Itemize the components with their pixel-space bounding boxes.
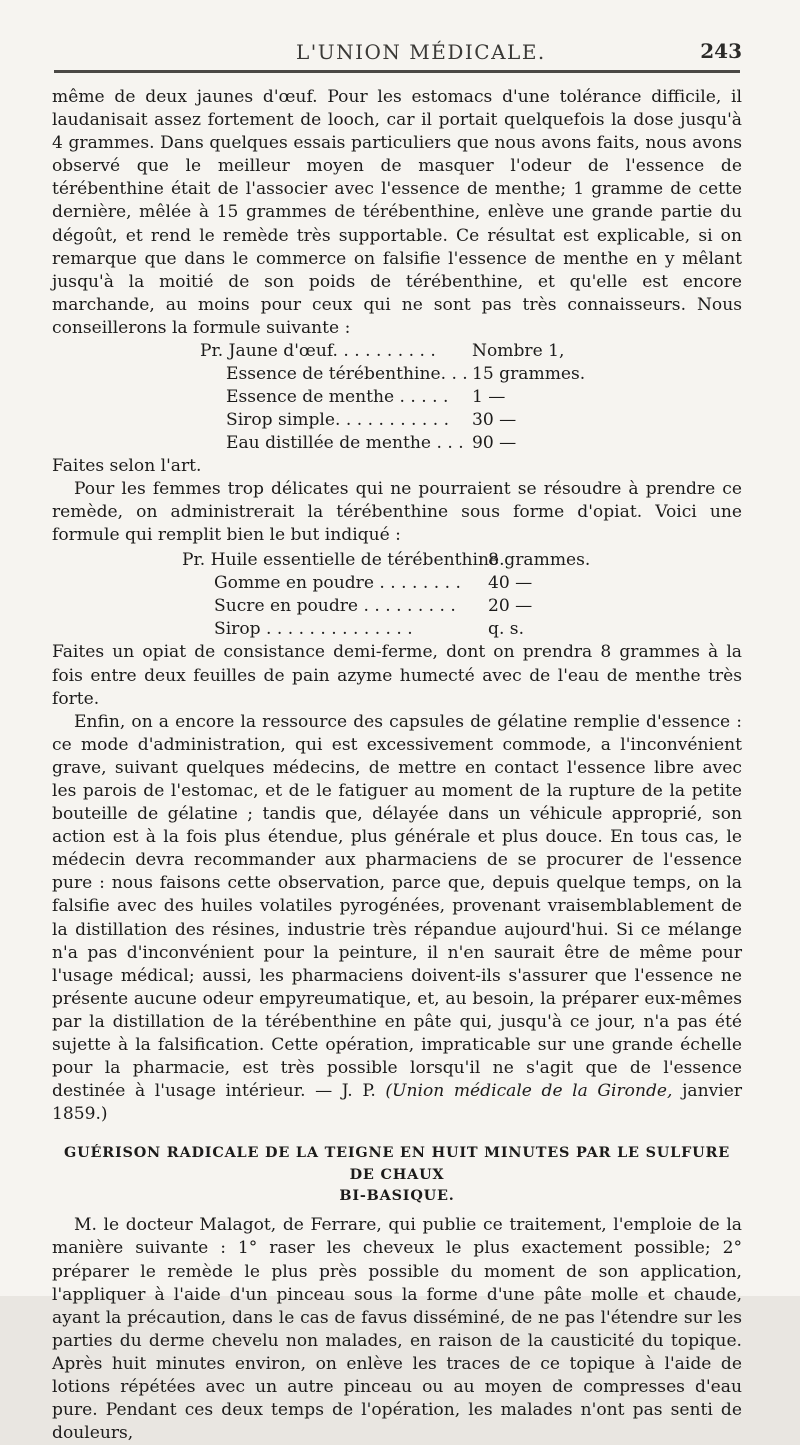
formula-1-line	[52, 409, 742, 432]
formula-2-item-label: Pr. Huile essentielle de térébenthine.	[182, 550, 505, 571]
paragraph-4-date: janvier 1859.)	[52, 1081, 742, 1125]
paragraph-4-text: Enfin, on a encore la ressource des capsules de gélatine remplie d'essence : ce mode d'administration, qui est excessivement commode, a l'inconvénient grave, suivant quelques médecins, de mettre en contact l'essence libre avec les parois de l'estomac, et de le fatiguer au moment de la rupture de la petite bouteille de gélatine ; tandis que, délayée dans un véhicule approprié, son action est à la fois plus étendue, plus générale et plus douce. En tous cas, le médecin devra recommander aux pharmaciens de se procurer de l'essence pure : nous faisons cette observation, parce que, depuis quelque temps, on la falsifie avec des huiles volatiles pyrogénées, provenant vraisemblablement de la distillation des résines, industrie très répandue aujourd'hui. Si ce mélange n'a pas d'inconvénient pour la peinture, il n'en saurait être de même pour l'usage médical; aussi, les pharmaciens doivent-ils s'assurer que l'essence ne présente aucune odeur empyreumatique, et, au besoin, la préparer eux-mêmes par la distillation de la térébenthine en pâte qui, jusqu'à ce jour, n'a pas été sujette à la falsification. Cette opération, impraticable sur une grande échelle pour la pharmacie, est très possible lorsqu'il ne s'agit que de l'essence destinée à l'usage intérieur. — J. P.	[52, 711, 742, 1102]
formula-1-item-label: Sirop simple. . . . . . . . . . .	[226, 410, 450, 431]
formula-1-item-label: Essence de menthe . . . . .	[226, 387, 449, 408]
formula-2-line	[52, 572, 742, 595]
formula-1-line	[52, 363, 742, 386]
formula-2-line	[52, 549, 742, 572]
paragraph-3: Faites un opiat de consistance demi-ferme, dont on prendra 8 grammes à la fois entre deux feuilles de pain azyme humecté avec de l'eau de menthe très forte.	[52, 642, 742, 709]
formula-1-item-value: 15 grammes.	[472, 364, 586, 385]
page-header	[0, 36, 800, 76]
formula-2-line	[52, 595, 742, 618]
formula-1-item-label: Essence de térébenthine. . .	[226, 364, 468, 385]
formula-1-item-label: Pr. Jaune d'œuf. . . . . . . . . .	[200, 341, 436, 362]
page-number: 243	[700, 39, 742, 63]
formula-2	[52, 549, 742, 641]
formula-1-instruction: Faites selon l'art.	[52, 456, 202, 477]
header-rule	[54, 70, 740, 73]
formula-1	[52, 340, 742, 455]
formula-1-item-value: 90 —	[472, 433, 517, 454]
section-title: GUÉRISON RADICALE DE LA TEIGNE EN HUIT MINUTES PAR LE SULFURE DE CHAUX	[64, 1144, 730, 1184]
formula-2-item-label: Sirop . . . . . . . . . . . . . .	[214, 619, 413, 640]
paragraph-2: Pour les femmes trop délicates qui ne pourraient se résoudre à prendre ce remède, on administrerait la térébenthine sous forme d'opiat. Voici une formule qui remplit bien le but indiqué :	[52, 479, 742, 546]
formula-1-item-value: Nombre 1,	[472, 341, 565, 362]
formula-1-line	[52, 432, 742, 455]
formula-1-line	[52, 340, 742, 363]
formula-2-item-value: q. s.	[488, 619, 525, 640]
formula-2-item-label: Gomme en poudre . . . . . . . .	[214, 573, 461, 594]
paragraph-4-source: (Union médicale de la Gironde,	[385, 1081, 673, 1102]
formula-1-item-label: Eau distillée de menthe . . .	[226, 433, 464, 454]
document-body	[52, 86, 742, 1445]
paragraph-4	[52, 711, 742, 1127]
formula-2-item-value: 8 grammes.	[488, 550, 591, 571]
paragraph-1: même de deux jaunes d'œuf. Pour les estomacs d'une tolérance difficile, il laudanisait assez fortement de looch, car il portait quelquefois la dose jusqu'à 4 grammes. Dans quelques essais particuliers que nous avons faits, nous avons observé que le meilleur moyen de masquer l'odeur de l'essence de térébenthine était de l'associer avec l'essence de menthe; 1 gramme de cette dernière, mêlée à 15 grammes de térébenthine, enlève une grande partie du dégoût, et rend le remède très supportable. Ce résultat est explicable, si on remarque que dans le commerce on falsifie l'essence de menthe en y mêlant jusqu'à la moitié de son poids de térébenthine, et qu'elle est encore marchande, au moins pour ceux qui ne sont pas très connaisseurs. Nous conseillerons la formule suivante :	[52, 87, 742, 338]
formula-2-item-label: Sucre en poudre . . . . . . . . .	[214, 596, 456, 617]
formula-2-item-value: 20 —	[488, 596, 533, 617]
paragraph-5: M. le docteur Malagot, de Ferrare, qui publie ce traitement, l'emploie de la manière suivante : 1° raser les cheveux le plus exactement possible; 2° préparer le remède le plus près possible du moment de son application, l'appliquer à l'aide d'un pinceau sous la forme d'une pâte molle et chaude, ayant la précaution, dans le cas de favus disséminé, de ne pas l'étendre sur les parties du derme chevelu non malades, en raison de la causticité du topique. Après huit minutes environ, on enlève les traces de ce topique à l'aide de lotions répétées avec un autre pinceau ou au moyen de compresses d'eau pure. Pendant ces deux temps de l'opération, les malades n'ont pas senti de douleurs,	[52, 1215, 742, 1444]
formula-2-line	[52, 618, 742, 641]
formula-1-line	[52, 386, 742, 409]
running-title: L'UNION MÉDICALE.	[296, 40, 546, 64]
section-title-continuation: BI-BASIQUE.	[339, 1187, 455, 1205]
formula-1-item-value: 30 —	[472, 410, 517, 431]
formula-2-item-value: 40 —	[488, 573, 533, 594]
formula-1-item-value: 1 —	[472, 387, 506, 408]
